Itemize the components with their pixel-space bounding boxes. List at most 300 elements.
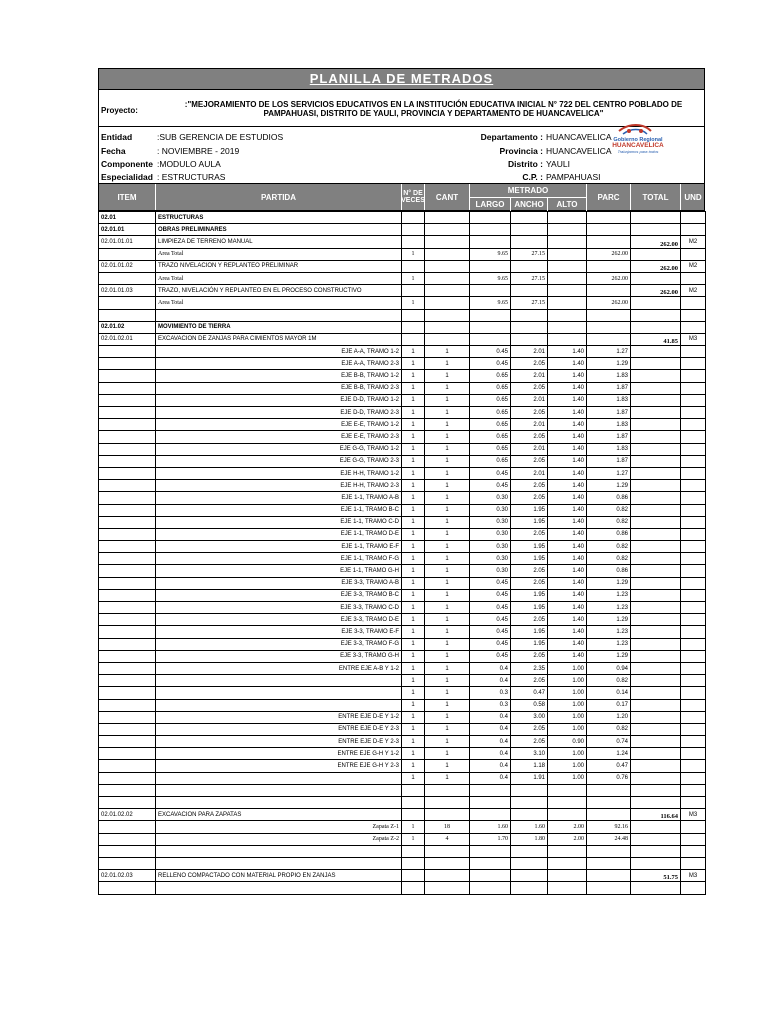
cell-und — [681, 358, 706, 370]
cell-item — [99, 833, 156, 845]
cell-cant — [425, 882, 470, 894]
cell-partida — [156, 882, 402, 894]
table-row — [99, 297, 706, 309]
cell-veces — [402, 309, 425, 321]
cell-partida: Area Total — [156, 248, 402, 260]
cell-item: 02.01 — [99, 212, 156, 224]
cell-item — [99, 431, 156, 443]
cell-item — [99, 589, 156, 601]
cell-partida: ENTRE EJE D-E Y 1-2 — [156, 711, 402, 723]
cell-alto — [548, 845, 587, 857]
cell-partida: EJE 1-1, TRAMO E-F — [156, 541, 402, 553]
cell-partida: EJE A-A, TRAMO 1-2 — [156, 346, 402, 358]
cell-und — [681, 797, 706, 809]
cell-und — [681, 212, 706, 224]
col-parc: PARC — [587, 184, 631, 210]
cell-total — [631, 528, 681, 540]
col-largo: LARGO — [470, 197, 511, 211]
cell-alto: 1.00 — [548, 748, 587, 760]
cell-total: 116.64 — [631, 809, 681, 821]
cell-partida: EJE 1-1, TRAMO D-E — [156, 528, 402, 540]
cell-alto: 1.40 — [548, 358, 587, 370]
cell-largo: 0.30 — [470, 565, 511, 577]
cell-ancho: 2.05 — [511, 675, 548, 687]
cell-total — [631, 431, 681, 443]
cell-largo — [470, 845, 511, 857]
cell-veces — [402, 857, 425, 869]
cell-ancho — [511, 882, 548, 894]
cell-alto: 1.40 — [548, 504, 587, 516]
cell-cant: 1 — [425, 772, 470, 784]
cell-partida: EJE B-B, TRAMO 2-3 — [156, 382, 402, 394]
cell-largo: 0.45 — [470, 467, 511, 479]
cell-parc: 1.29 — [587, 358, 631, 370]
cell-alto — [548, 809, 587, 821]
cell-alto: 1.40 — [548, 394, 587, 406]
cell-largo — [470, 857, 511, 869]
cell-cant: 1 — [425, 516, 470, 528]
cell-veces — [402, 784, 425, 796]
cell-total — [631, 358, 681, 370]
cell-und — [681, 711, 706, 723]
table-row — [99, 784, 706, 796]
cell-item: 02.01.02.02 — [99, 809, 156, 821]
cell-und: M3 — [681, 333, 706, 345]
cell-item — [99, 650, 156, 662]
cell-und — [681, 614, 706, 626]
col-metrado: METRADO — [470, 184, 587, 197]
cell-ancho: 27.15 — [511, 272, 548, 284]
table-row — [99, 870, 706, 882]
cell-cant: 1 — [425, 553, 470, 565]
cell-veces: 1 — [402, 589, 425, 601]
cell-alto — [548, 321, 587, 333]
cell-partida: EJE D-D, TRAMO 1-2 — [156, 394, 402, 406]
cell-item: 02.01.02.03 — [99, 870, 156, 882]
cell-veces: 1 — [402, 443, 425, 455]
cell-partida: EJE 1-1, TRAMO B-C — [156, 504, 402, 516]
cell-und — [681, 480, 706, 492]
cell-cant: 1 — [425, 492, 470, 504]
cell-und — [681, 272, 706, 284]
cell-largo — [470, 797, 511, 809]
cell-parc — [587, 224, 631, 236]
cell-item — [99, 882, 156, 894]
cell-largo — [470, 784, 511, 796]
cell-parc: 1.29 — [587, 480, 631, 492]
cell-alto: 1.40 — [548, 419, 587, 431]
cell-alto — [548, 272, 587, 284]
col-alto: ALTO — [548, 197, 587, 211]
cell-alto: 2.00 — [548, 821, 587, 833]
cell-ancho: 2.01 — [511, 394, 548, 406]
provincia-value: HUANCAVELICA — [546, 146, 612, 156]
cell-cant: 1 — [425, 589, 470, 601]
cell-item — [99, 492, 156, 504]
cell-veces: 1 — [402, 419, 425, 431]
cell-parc: 1.83 — [587, 370, 631, 382]
cell-veces: 1 — [402, 833, 425, 845]
cell-parc: 1.87 — [587, 455, 631, 467]
cell-ancho: 2.05 — [511, 723, 548, 735]
cell-veces: 1 — [402, 297, 425, 309]
cell-parc: 0.94 — [587, 662, 631, 674]
table-row — [99, 687, 706, 699]
table-row — [99, 358, 706, 370]
cell-item — [99, 662, 156, 674]
cell-cant — [425, 236, 470, 248]
cell-und — [681, 821, 706, 833]
cell-und — [681, 553, 706, 565]
cell-item: 02.01.01.03 — [99, 285, 156, 297]
cell-cant: 1 — [425, 443, 470, 455]
table-row — [99, 394, 706, 406]
cell-cant — [425, 797, 470, 809]
cell-cant: 1 — [425, 565, 470, 577]
cell-total — [631, 723, 681, 735]
cell-cant: 1 — [425, 455, 470, 467]
cell-cant: 4 — [425, 833, 470, 845]
cell-partida: EJE G-G, TRAMO 1-2 — [156, 443, 402, 455]
cell-veces — [402, 285, 425, 297]
cell-veces: 1 — [402, 516, 425, 528]
cell-largo: 0.65 — [470, 431, 511, 443]
cell-ancho: 1.95 — [511, 602, 548, 614]
cell-ancho: 1.95 — [511, 626, 548, 638]
cell-largo — [470, 333, 511, 345]
cell-alto — [548, 260, 587, 272]
cell-und — [681, 675, 706, 687]
cell-veces: 1 — [402, 541, 425, 553]
cell-parc: 1.23 — [587, 602, 631, 614]
table-row — [99, 212, 706, 224]
cell-und — [681, 321, 706, 333]
cell-veces: 1 — [402, 711, 425, 723]
cell-ancho — [511, 333, 548, 345]
table-row — [99, 736, 706, 748]
cell-und — [681, 687, 706, 699]
cell-parc — [587, 236, 631, 248]
cell-ancho: 2.05 — [511, 614, 548, 626]
cell-veces: 1 — [402, 614, 425, 626]
cell-und — [681, 857, 706, 869]
cell-total: 41.85 — [631, 333, 681, 345]
cell-veces: 1 — [402, 650, 425, 662]
cell-parc: 0.82 — [587, 723, 631, 735]
distrito-value: YAULI — [546, 159, 570, 169]
cell-ancho: 2.35 — [511, 662, 548, 674]
cell-total — [631, 504, 681, 516]
table-row — [99, 504, 706, 516]
cell-cant: 1 — [425, 748, 470, 760]
cell-partida: TRAZO NIVELACION Y REPLANTEO PRELIMINAR — [156, 260, 402, 272]
cell-total — [631, 248, 681, 260]
cell-partida: EJE H-H, TRAMO 2-3 — [156, 480, 402, 492]
cell-veces: 1 — [402, 723, 425, 735]
cell-veces: 1 — [402, 626, 425, 638]
cell-veces: 1 — [402, 431, 425, 443]
cell-veces: 1 — [402, 821, 425, 833]
cell-partida — [156, 309, 402, 321]
cell-ancho — [511, 260, 548, 272]
cell-total — [631, 407, 681, 419]
cell-cant: 1 — [425, 504, 470, 516]
cell-cant: 1 — [425, 394, 470, 406]
cell-ancho: 2.05 — [511, 455, 548, 467]
componente-value: :MODULO AULA — [157, 159, 221, 169]
cell-parc — [587, 857, 631, 869]
cell-partida: Zapata Z-1 — [156, 821, 402, 833]
cell-parc: 92.16 — [587, 821, 631, 833]
cell-largo: 9.65 — [470, 272, 511, 284]
table-row — [99, 541, 706, 553]
table-row — [99, 809, 706, 821]
cell-alto: 1.00 — [548, 760, 587, 772]
cell-largo: 0.45 — [470, 614, 511, 626]
cell-largo: 1.60 — [470, 821, 511, 833]
cell-ancho: 2.01 — [511, 346, 548, 358]
cell-parc: 0.76 — [587, 772, 631, 784]
table-row — [99, 480, 706, 492]
cell-parc — [587, 784, 631, 796]
cell-parc: 0.86 — [587, 492, 631, 504]
cell-largo: 0.4 — [470, 711, 511, 723]
cell-alto — [548, 870, 587, 882]
cell-und — [681, 370, 706, 382]
cell-total — [631, 614, 681, 626]
cell-parc — [587, 845, 631, 857]
table-row — [99, 467, 706, 479]
cell-item: 02.01.01.02 — [99, 260, 156, 272]
cell-und — [681, 638, 706, 650]
cell-parc: 1.24 — [587, 748, 631, 760]
cell-ancho: 1.60 — [511, 821, 548, 833]
cell-partida: RELLENO COMPACTADO CON MATERIAL PROPIO EN ZANJAS — [156, 870, 402, 882]
cell-veces: 1 — [402, 602, 425, 614]
cell-partida — [156, 687, 402, 699]
cell-partida: ENTRE EJE G-H Y 2-3 — [156, 760, 402, 772]
cell-ancho: 2.01 — [511, 370, 548, 382]
cell-item — [99, 711, 156, 723]
cell-veces: 1 — [402, 370, 425, 382]
cell-cant: 1 — [425, 711, 470, 723]
cell-partida: EJE 3-3, TRAMO A-B — [156, 577, 402, 589]
cell-veces: 1 — [402, 528, 425, 540]
cell-und — [681, 602, 706, 614]
cell-veces — [402, 333, 425, 345]
cell-total — [631, 346, 681, 358]
cell-alto — [548, 297, 587, 309]
cell-largo: 0.65 — [470, 455, 511, 467]
cell-ancho: 2.05 — [511, 480, 548, 492]
cell-item — [99, 272, 156, 284]
cell-veces: 1 — [402, 382, 425, 394]
cell-partida: EJE B-B, TRAMO 1-2 — [156, 370, 402, 382]
cell-und — [681, 589, 706, 601]
cell-total — [631, 882, 681, 894]
cell-veces: 1 — [402, 480, 425, 492]
cell-total — [631, 577, 681, 589]
cell-cant — [425, 248, 470, 260]
cell-parc: 0.14 — [587, 687, 631, 699]
cell-total — [631, 297, 681, 309]
cell-item — [99, 394, 156, 406]
cell-total — [631, 382, 681, 394]
cell-und — [681, 492, 706, 504]
cell-item — [99, 784, 156, 796]
cell-veces: 1 — [402, 467, 425, 479]
cell-parc — [587, 333, 631, 345]
cell-largo: 0.4 — [470, 748, 511, 760]
cell-partida: EJE A-A, TRAMO 2-3 — [156, 358, 402, 370]
cell-alto: 1.00 — [548, 699, 587, 711]
cell-largo: 0.65 — [470, 443, 511, 455]
cell-cant — [425, 272, 470, 284]
project-block — [98, 90, 705, 127]
cell-und — [681, 394, 706, 406]
cell-largo — [470, 236, 511, 248]
cell-ancho: 2.01 — [511, 419, 548, 431]
cell-partida: EJE 3-3, TRAMO G-H — [156, 650, 402, 662]
table-row — [99, 675, 706, 687]
fecha-value: : NOVIEMBRE - 2019 — [157, 146, 240, 156]
cell-parc: 0.86 — [587, 528, 631, 540]
cell-cant: 1 — [425, 346, 470, 358]
cell-cant — [425, 809, 470, 821]
cell-alto: 1.40 — [548, 626, 587, 638]
cell-cant: 1 — [425, 614, 470, 626]
cell-item — [99, 797, 156, 809]
col-partida: PARTIDA — [156, 184, 402, 210]
cell-item — [99, 772, 156, 784]
cell-partida: Zapata Z-2 — [156, 833, 402, 845]
cell-veces: 1 — [402, 492, 425, 504]
cell-partida: EJE 3-3, TRAMO D-E — [156, 614, 402, 626]
cell-total — [631, 699, 681, 711]
cell-und — [681, 577, 706, 589]
entidad-value: :SUB GERENCIA DE ESTUDIOS — [157, 132, 284, 142]
cell-parc: 0.82 — [587, 553, 631, 565]
cell-largo: 0.65 — [470, 382, 511, 394]
cell-parc: 1.27 — [587, 346, 631, 358]
cell-und — [681, 723, 706, 735]
cell-alto — [548, 333, 587, 345]
table-row — [99, 614, 706, 626]
cell-cant: 18 — [425, 821, 470, 833]
cell-item — [99, 346, 156, 358]
cell-partida: EJE 1-1, TRAMO A-B — [156, 492, 402, 504]
cell-largo — [470, 285, 511, 297]
col-und: UND — [684, 192, 702, 202]
cell-partida: EJE 1-1, TRAMO F-G — [156, 553, 402, 565]
cell-partida: EJE 1-1, TRAMO G-H — [156, 565, 402, 577]
cell-ancho — [511, 212, 548, 224]
cell-largo — [470, 309, 511, 321]
cell-und — [681, 516, 706, 528]
cell-alto: 1.40 — [548, 650, 587, 662]
cell-alto — [548, 784, 587, 796]
cell-total — [631, 394, 681, 406]
cell-und: M3 — [681, 870, 706, 882]
cell-item — [99, 553, 156, 565]
cell-total — [631, 565, 681, 577]
cell-largo — [470, 882, 511, 894]
cell-ancho: 2.05 — [511, 577, 548, 589]
cell-veces: 1 — [402, 748, 425, 760]
cell-alto: 1.40 — [548, 516, 587, 528]
cell-parc: 1.20 — [587, 711, 631, 723]
cell-parc: 1.29 — [587, 614, 631, 626]
cell-total — [631, 797, 681, 809]
cell-und: M3 — [681, 809, 706, 821]
cell-cant: 1 — [425, 541, 470, 553]
cell-und — [681, 504, 706, 516]
table-row — [99, 638, 706, 650]
cell-ancho: 2.05 — [511, 565, 548, 577]
cell-largo: 0.65 — [470, 370, 511, 382]
col-cant: CANT — [425, 184, 470, 210]
cell-parc — [587, 212, 631, 224]
cell-total — [631, 772, 681, 784]
cell-und — [681, 784, 706, 796]
cell-cant — [425, 857, 470, 869]
cell-parc — [587, 260, 631, 272]
sheet-title: PLANILLA DE METRADOS — [98, 68, 705, 90]
cell-und — [681, 845, 706, 857]
cell-partida: EXCAVACION DE ZANJAS PARA CIMIENTOS MAYOR 1M — [156, 333, 402, 345]
cell-total — [631, 687, 681, 699]
cell-item — [99, 626, 156, 638]
cell-item — [99, 504, 156, 516]
cell-veces: 1 — [402, 553, 425, 565]
cell-partida: Area Total — [156, 297, 402, 309]
table-header — [98, 183, 705, 211]
provincia-label: Provincia : — [499, 146, 543, 156]
cell-cant — [425, 784, 470, 796]
cell-partida: EJE 3-3, TRAMO F-G — [156, 638, 402, 650]
cell-alto: 1.40 — [548, 553, 587, 565]
cell-item — [99, 407, 156, 419]
cell-item — [99, 845, 156, 857]
cell-largo: 0.3 — [470, 699, 511, 711]
cell-total — [631, 748, 681, 760]
cell-alto: 1.00 — [548, 662, 587, 674]
cell-alto: 1.00 — [548, 723, 587, 735]
cell-total — [631, 675, 681, 687]
cell-largo: 0.4 — [470, 772, 511, 784]
cell-alto — [548, 797, 587, 809]
cell-und — [681, 467, 706, 479]
cell-item — [99, 602, 156, 614]
cell-cant — [425, 321, 470, 333]
cell-ancho — [511, 784, 548, 796]
cell-parc — [587, 809, 631, 821]
cell-partida — [156, 784, 402, 796]
cell-total — [631, 736, 681, 748]
cell-largo: 0.4 — [470, 675, 511, 687]
cp-value: PAMPAHUASI — [546, 172, 601, 182]
cell-cant: 1 — [425, 675, 470, 687]
cell-item: 02.01.01 — [99, 224, 156, 236]
cell-item — [99, 443, 156, 455]
cell-cant — [425, 845, 470, 857]
cell-alto: 1.40 — [548, 589, 587, 601]
cell-item — [99, 857, 156, 869]
table-row — [99, 455, 706, 467]
cell-und — [681, 443, 706, 455]
cell-und — [681, 224, 706, 236]
cell-ancho: 0.58 — [511, 699, 548, 711]
